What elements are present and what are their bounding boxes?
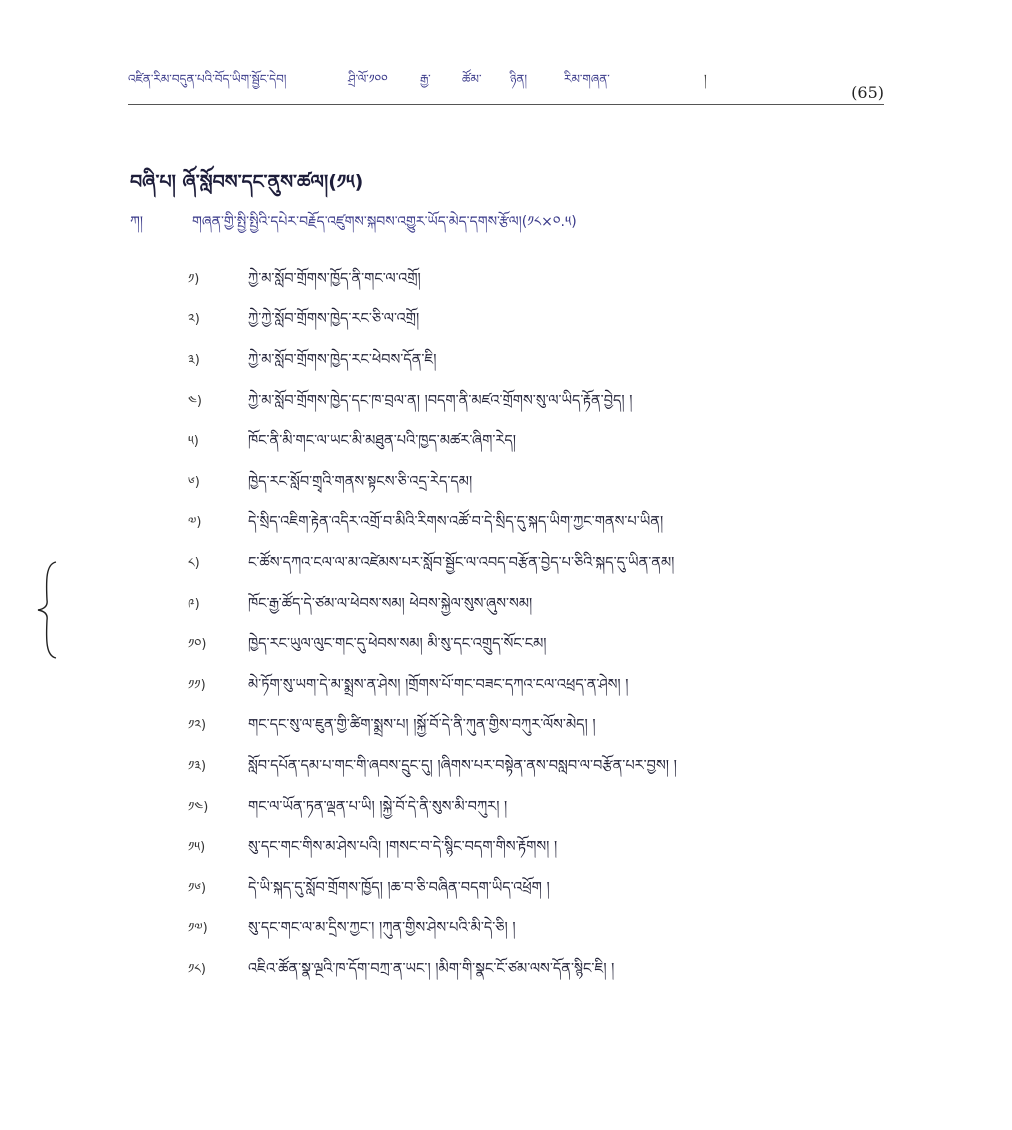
question-item bbox=[188, 790, 878, 831]
subsection-text: གཞན་གྱི་སྤྱི་སྤྱིའི་དཔེར་བརྗོད་འཛུགས་སྐབས་འགྱུར་ཡོད་མེད་དགས་རྩོལ།(༡༨×༠.༥) bbox=[192, 214, 577, 230]
question-text: ཀྱེ་ཀྱེ་སློབ་གྲོགས་ཁྱེད་རང་ཅི་ལ་འགྲོ། bbox=[248, 311, 420, 328]
question-item bbox=[188, 384, 878, 425]
subsection-instruction bbox=[130, 205, 830, 245]
question-text: ཀྱེ་མ་སློབ་གྲོགས་ཁྱེད་དང་ཁ་བྲལ་ན། །བདག་ནི་མཛའ་གྲོགས་སུ་ལ་ཡིད་རྟོན་བྱེད། ། bbox=[248, 392, 633, 409]
question-item bbox=[188, 303, 878, 344]
header-segment: རིམ་གཞན་ bbox=[564, 72, 610, 86]
header-book-title: འཛིན་རིམ་བདུན་པའི་བོད་ཡིག་སྦྱོང་དེབ། bbox=[128, 72, 287, 86]
header-segment: ཉིན། bbox=[510, 72, 528, 86]
question-number: ༡༠) bbox=[188, 637, 207, 653]
question-number: ༡) bbox=[188, 271, 200, 287]
question-number: ༨) bbox=[188, 555, 200, 571]
question-text: ཁོང་ནི་མི་གང་ལ་ཡང་མི་མཐུན་པའི་ཁྱད་མཚར་ཞིག་རེད། bbox=[248, 433, 517, 450]
question-text: ཁྱེད་རང་སློབ་གྲྭའི་གནས་སྟངས་ཅི་འདྲ་རེད་དམ། bbox=[248, 473, 473, 490]
question-item bbox=[188, 424, 878, 465]
question-item bbox=[188, 262, 878, 303]
question-item bbox=[188, 871, 878, 912]
question-item bbox=[188, 506, 878, 547]
header-segment: ཚོམ་ bbox=[462, 72, 482, 86]
section-heading: བཞི་པ། ཞོ་སློབས་དང་ནུས་ཚལ།(༡༥) bbox=[130, 171, 364, 193]
header-segment: ཤྲི་ལོ་༡༠༠ bbox=[348, 72, 388, 86]
question-item bbox=[188, 546, 878, 587]
question-item bbox=[188, 952, 878, 993]
question-number: ༡༥) bbox=[188, 840, 206, 856]
question-number: ༦) bbox=[188, 474, 200, 490]
question-number: ༡༢) bbox=[188, 718, 207, 734]
question-text: སུ་དང་གང་ལ་མ་དྲིས་ཀྱང་། །ཀུན་གྱིས་ཤེས་པའི་མི་དེ་ཅི། ། bbox=[248, 920, 516, 937]
question-item bbox=[188, 627, 878, 668]
question-text: མེ་ཏོག་སུ་ཡག་དེ་མ་སྨྲས་ན་ཤེས། །གྲོགས་པོ་གང་བཟང་དཀའ་ངལ་འཕྲད་ན་ཤེས། ། bbox=[248, 676, 629, 693]
question-number: ༡༨) bbox=[188, 961, 206, 977]
question-number: ༧) bbox=[188, 515, 202, 531]
subsection-marker: ཀ། bbox=[130, 214, 143, 230]
question-number: ༢) bbox=[188, 312, 200, 328]
question-text: ཀྱེ་མ་སློབ་གྲོགས་ཁྱེད་རང་ཕེབས་དོན་ཇི། bbox=[248, 351, 437, 368]
question-item bbox=[188, 668, 878, 709]
question-item bbox=[188, 830, 878, 871]
question-text: འཇིའ་ཚོན་སྣ་ལྔའི་ཁ་དོག་བཀྲ་ན་ཡང་། །མིག་གི་སྣང་ངོ་ཙམ་ལས་དོན་སྙིང་ཇི། ། bbox=[248, 960, 615, 977]
question-text: དེ་སྲིད་འཇིག་རྟེན་འདིར་འགྲོ་བ་མིའི་རིགས་འཚོ་བ་དེ་སྲིད་དུ་སྐད་ཡིག་ཀྱང་གནས་པ་ཡིན། bbox=[248, 514, 664, 531]
question-number: ༡༣) bbox=[188, 758, 207, 774]
question-number: ༣) bbox=[188, 352, 200, 368]
header-separator: ། bbox=[704, 72, 707, 86]
question-text: གང་དང་སུ་ལ་ཇུན་གྱི་ཚིག་སྨྲས་པ། །སྐྱོ་བོ་དེ་ནི་ཀུན་གྱིས་བཀུར་ལོས་མེད། ། bbox=[248, 717, 596, 734]
question-number: ༡༧) bbox=[188, 921, 208, 937]
question-number: ༡༤) bbox=[188, 799, 209, 815]
question-list bbox=[188, 262, 878, 993]
question-text: སློབ་དཔོན་དམ་པ་གང་གི་ཞབས་དྲུང་དུ། །ཞིགས་པར་བསྟེན་ནས་བསླབ་ལ་བརྩོན་པར་བྱས། ། bbox=[248, 757, 677, 774]
question-text: གང་ལ་ཡོན་ཏན་ལྡན་པ་ཡི། །སྐྱེ་བོ་དེ་ནི་སུས་མི་བཀུར། ། bbox=[248, 798, 508, 815]
question-number: ༡༦) bbox=[188, 880, 207, 896]
page-number: (65) bbox=[851, 83, 884, 102]
question-number: ༩) bbox=[188, 596, 200, 612]
question-item bbox=[188, 709, 878, 750]
question-item bbox=[188, 465, 878, 506]
question-number: ༡༡) bbox=[188, 677, 206, 693]
question-text: ང་ཚོས་དཀའ་ངལ་ལ་མ་འཛེམས་པར་སློབ་སྦྱོང་ལ་འབད་བརྩོན་བྱེད་པ་ཅིའི་སྐད་དུ་ཡིན་ནམ། bbox=[248, 554, 675, 571]
question-number: ༤) bbox=[188, 393, 202, 409]
question-item bbox=[188, 912, 878, 953]
header-segment: རྒྱ་ bbox=[420, 72, 431, 86]
question-text: སུ་དང་གང་གིས་མ་ཤེས་པའི། །གསང་བ་དེ་སྙིང་བདག་གིས་རྟོགས། ། bbox=[248, 839, 558, 856]
question-text: དེ་ཡི་སྐད་དུ་སློབ་གྲོགས་ཁྱོད། །ཆ་བ་ཅི་བཞིན་བདག་ཡིད་འཕྲོག ། bbox=[248, 879, 550, 896]
question-text: ཁྱེད་རང་ཡུལ་ལུང་གང་དུ་ཕེབས་སམ། མི་སུ་དང་འགྲུད་སོང་ངམ། bbox=[248, 636, 547, 653]
question-item bbox=[188, 749, 878, 790]
question-item bbox=[188, 343, 878, 384]
question-text: ཁོང་རྒྱ་ཚོད་དེ་ཙམ་ལ་ཕེབས་སམ། ཕེབས་སྐྱེལ་སུས་ཞུས་སམ། bbox=[248, 595, 533, 612]
question-number: ༥) bbox=[188, 434, 199, 450]
question-item bbox=[188, 587, 878, 628]
running-header bbox=[128, 72, 884, 105]
curly-brace-annotation bbox=[36, 560, 60, 660]
question-text: ཀྱེ་མ་སློབ་གྲོགས་ཁྱོད་ནི་གང་ལ་འགྲོ། bbox=[248, 270, 421, 287]
